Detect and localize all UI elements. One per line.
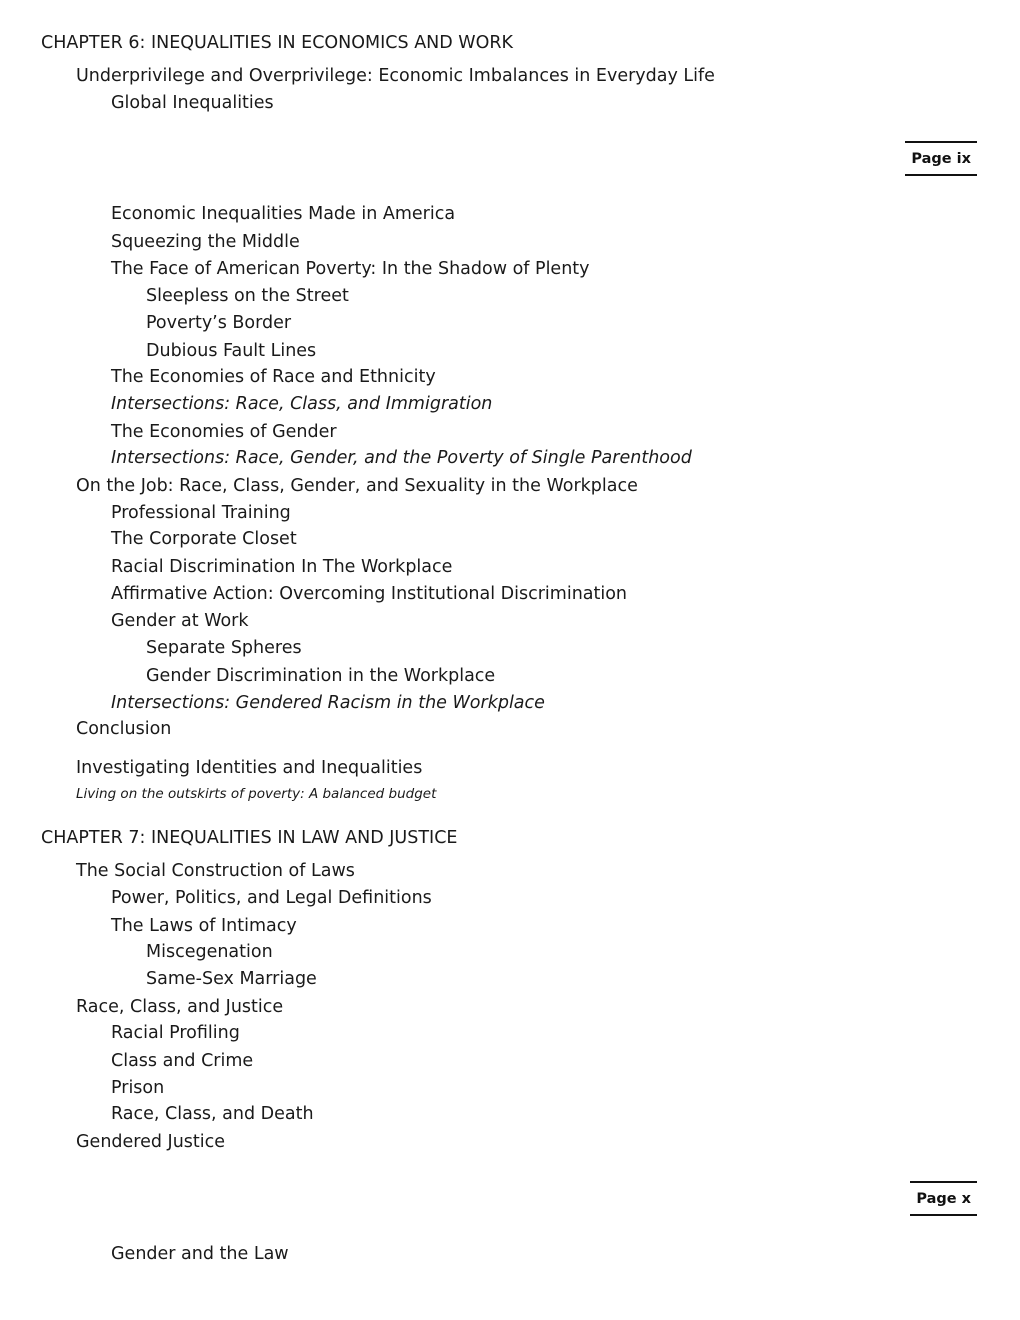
toc-entry-gender-and-law: Gender and the Law xyxy=(111,1244,289,1264)
toc-entry-sleepless: Sleepless on the Street xyxy=(146,286,349,306)
toc-entry-corporate-closet: The Corporate Closet xyxy=(111,529,297,549)
toc-entry-economies-gender: The Economies of Gender xyxy=(111,422,337,442)
toc-entry-face-of-poverty: The Face of American Poverty: In the Shadow of Plenty xyxy=(111,259,590,279)
toc-entry-on-the-job: On the Job: Race, Class, Gender, and Sexuality in the Workplace xyxy=(76,476,638,496)
toc-entry-social-construction: The Social Construction of Laws xyxy=(76,861,355,881)
toc-entry-professional-training: Professional Training xyxy=(111,503,291,523)
toc-entry-dubious-fault-lines: Dubious Fault Lines xyxy=(146,341,317,361)
toc-entry-racial-profiling: Racial Profiling xyxy=(111,1023,240,1043)
toc-entry-prison: Prison xyxy=(111,1078,165,1098)
toc-entry-separate-spheres: Separate Spheres xyxy=(146,638,302,658)
toc-entry-gendered-justice: Gendered Justice xyxy=(76,1132,226,1152)
toc-entry-investigating: Investigating Identities and Inequalities xyxy=(76,758,423,778)
toc-entry-conclusion: Conclusion xyxy=(76,719,172,739)
toc-entry-class-and-crime: Class and Crime xyxy=(111,1051,254,1071)
toc-entry-same-sex-marriage: Same-Sex Marriage xyxy=(146,969,317,989)
toc-entry-racial-discrimination: Racial Discrimination In The Workplace xyxy=(111,557,453,577)
toc-entry-global-inequalities: Global Inequalities xyxy=(111,93,274,113)
toc-entry-intersections-single-parenthood: Intersections: Race, Gender, and the Poverty of Single Parenthood xyxy=(111,448,692,468)
toc-entry-squeezing-middle: Squeezing the Middle xyxy=(111,232,300,252)
toc-entry-underprivilege: Underprivilege and Overprivilege: Economic Imbalances in Everyday Life xyxy=(76,66,715,86)
toc-entry-intersections-gendered-racism: Intersections: Gendered Racism in the Workplace xyxy=(111,693,545,713)
toc-entry-gender-at-work: Gender at Work xyxy=(111,611,249,631)
chapter-6-heading: CHAPTER 6: INEQUALITIES IN ECONOMICS AND WORK xyxy=(41,33,514,53)
toc-entry-race-class-death: Race, Class, and Death xyxy=(111,1104,314,1124)
toc-entry-miscegenation: Miscegenation xyxy=(146,942,273,962)
toc-entry-intersections-immigration: Intersections: Race, Class, and Immigration xyxy=(111,394,493,414)
toc-entry-made-in-america: Economic Inequalities Made in America xyxy=(111,204,456,224)
toc-entry-affirmative-action: Affirmative Action: Overcoming Institutional Discrimination xyxy=(111,584,628,604)
page-marker-x: Page x xyxy=(910,1181,977,1216)
toc-entry-race-class-justice: Race, Class, and Justice xyxy=(76,997,284,1017)
toc-entry-power-politics: Power, Politics, and Legal Definitions xyxy=(111,888,432,908)
toc-entry-laws-of-intimacy: The Laws of Intimacy xyxy=(111,916,297,936)
toc-entry-povertys-border: Poverty’s Border xyxy=(146,313,292,333)
chapter-7-heading: CHAPTER 7: INEQUALITIES IN LAW AND JUSTICE xyxy=(41,828,458,848)
toc-entry-living-outskirts: Living on the outskirts of poverty: A balanced budget xyxy=(76,786,437,802)
toc-entry-race-ethnicity: The Economies of Race and Ethnicity xyxy=(111,367,436,387)
page-marker-ix: Page ix xyxy=(905,141,977,176)
toc-entry-gender-discrimination: Gender Discrimination in the Workplace xyxy=(146,666,496,686)
